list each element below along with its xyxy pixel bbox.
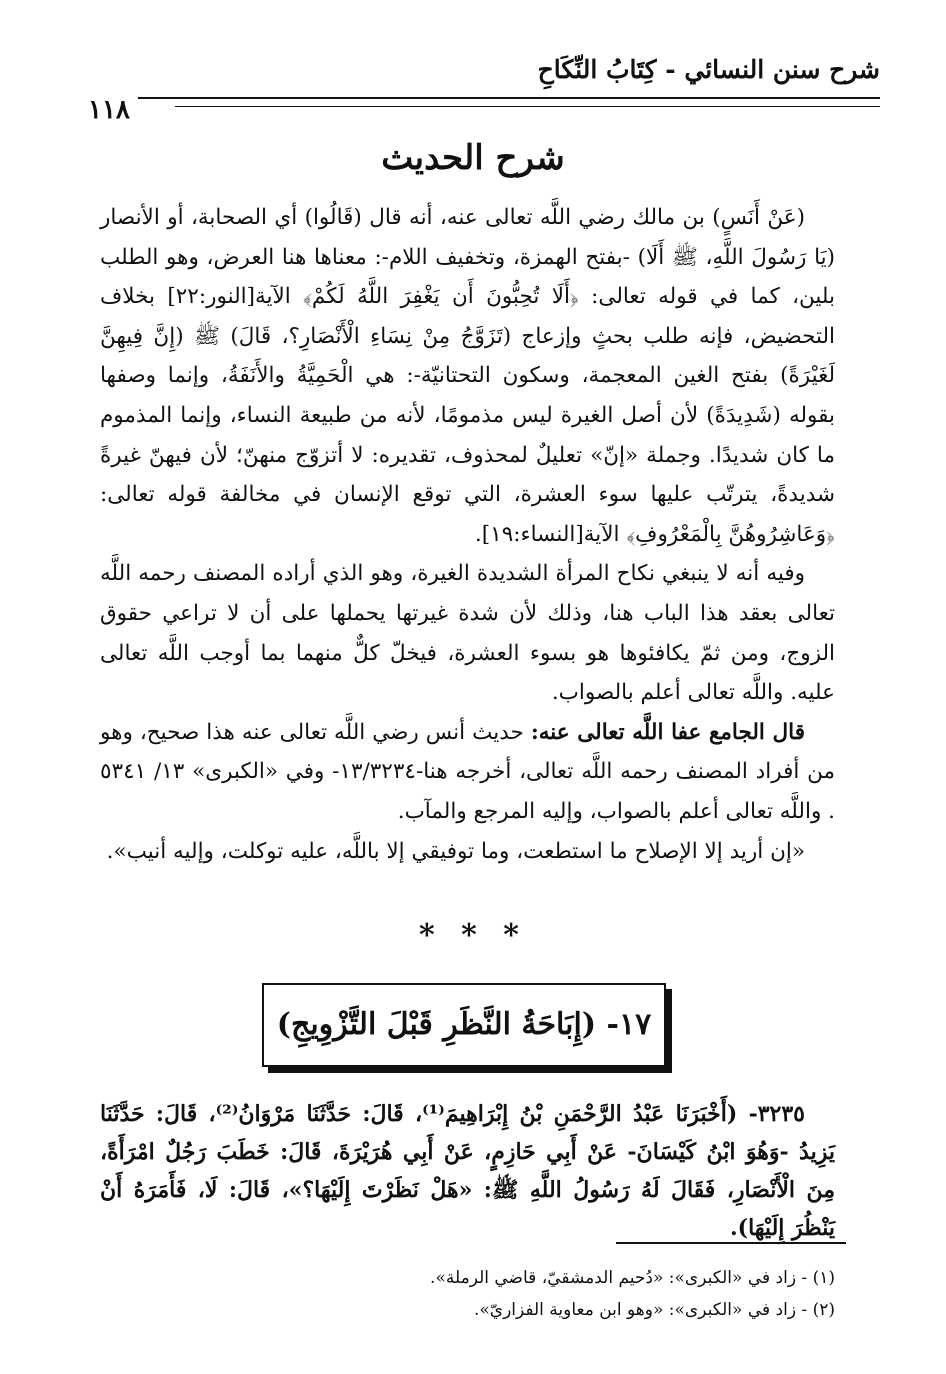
chapter-title: ١٧- (إِبَاحَةُ النَّظَرِ قَبْلَ التَّزْوِيجِ) (276, 1007, 652, 1042)
paragraph-jami (100, 713, 835, 832)
footnote-2: (٢) - زاد في «الكبرى»: «وهو ابن معاوية الفزاريّ». (473, 1300, 835, 1320)
hadith-text: ٣٢٣٥- (أَخْبَرَنَا عَبْدُ الرَّحْمَنِ بْنُ إِبْرَاهِيمَ⁽¹⁾، قَالَ: حَدَّثَنَا مَرْوَانُ⁽²⁾، قَالَ: حَدَّثَنَا يَزِيدُ -وَهُوَ ابْنُ كَيْسَانَ- عَنْ أَبِي حَازِمٍ، عَنْ أَبِي هُرَيْرَةَ، قَالَ: خَطَبَ رَجُلٌ امْرَأَةً، مِنَ الْأَنْصَارِ، فَقَالَ لَهُ رَسُولُ اللَّهِ ﷺ: «هَلْ نَظَرْتَ إِلَيْهَا؟»، قَالَ: لَا، فَأَمَرَهُ أَنْ يَنْظُرَ إِلَيْهَا). (100, 1101, 835, 1241)
jami-text: حديث أنس رضي اللَّه تعالى عنه هذا صحيح، وهو من أفراد المصنف رحمه اللَّه تعالى، أخرجه هنا-١٣/٣٢٣٤- وفي «الكبرى» ١٣/ ٥٣٤١ . واللَّه تعالى أعلم بالصواب، وإليه المرجع والمآب. (100, 719, 836, 824)
footnote-1: (١) - زاد في «الكبرى»: «دُحيم الدمشقيّ، قاضي الرملة». (430, 1268, 835, 1288)
hadith-text-block (100, 1095, 835, 1247)
footnotes (100, 1262, 835, 1326)
header-rule-thin (175, 106, 880, 107)
paragraph-lesson: وفيه أنه لا ينبغي نكاح المرأة الشديدة الغيرة، وهو الذي أراده المصنف رحمه اللَّه تعالى بعقد هذا الباب هنا، وذلك لأن شدة غيرتها يحملها على أن لا تراعي حقوق الزوج، ومن ثمّ يكافئوها هو بسوء العشرة، فيخلّ كلٌّ منهما بما أوجب اللَّه تعالى عليه. واللَّه تعالى أعلم بالصواب. (100, 561, 835, 706)
section-separator-stars: * * * (419, 918, 527, 953)
header-title: شرح سنن النسائي - كِتَابُ النِّكَاحِ (537, 55, 880, 84)
paragraph-closing-quote: «إن أريد إلا الإصلاح ما استطعت، وما توفيقي إلا باللَّه، عليه توكلت، وإليه أنيب». (106, 838, 805, 864)
running-header (80, 55, 880, 125)
chapter-heading-box (262, 983, 666, 1067)
page-number: ١١٨ (80, 95, 138, 125)
commentary-body (100, 198, 835, 871)
footnote-divider (616, 1242, 846, 1244)
section-title: شرح الحديث (381, 138, 565, 178)
header-rule (80, 97, 880, 99)
jami-label: قال الجامع عفا اللَّه تعالى عنه: (530, 719, 805, 745)
paragraph-explanation: (عَنْ أَنَسٍ) بن مالك رضي اللَّه تعالى عنه، أنه قال (قَالُوا) أي الصحابة، أو الأنصار (يَا رَسُولَ اللَّهِ، ﷺ أَلَا) -بفتح الهمزة، وتخفيف اللام-: معناها هنا العرض، وهو الطلب بلين، كما في قوله تعالى: ﴿أَلَا تُحِبُّونَ أَن يَغْفِرَ اللَّهُ لَكُمْ﴾ الآية[النور:٢٢] بخلاف التحضيض، فإنه طلب بحثٍ وإزعاج (تَزَوَّجُ مِنْ نِسَاءِ الْأَنْصَارِ؟، قَالَ) ﷺ (إِنَّ فِيهِنَّ لَغَيْرَةً) بفتح الغين المعجمة، وسكون التحتانيّة-: هي الْحَمِيَّةُ والأَنَفَةُ، وإنما وصفها بقوله (شَدِيدَةً) لأن أصل الغيرة ليس مذمومًا، لأنه من طبيعة النساء، وإنما المذموم ما كان شديدًا. وجملة «إنّ» تعليلٌ لمحذوف، تقديره: لا أتزوّج منهنّ؛ لأن فيهنّ غيرةً شديدةً، يترتّب عليها سوء العشرة، التي توقع الإنسان في مخالفة قوله تعالى: ﴿وَعَاشِرُوهُنَّ بِالْمَعْرُوفِ﴾ الآية[النساء:١٩]. (100, 205, 835, 547)
